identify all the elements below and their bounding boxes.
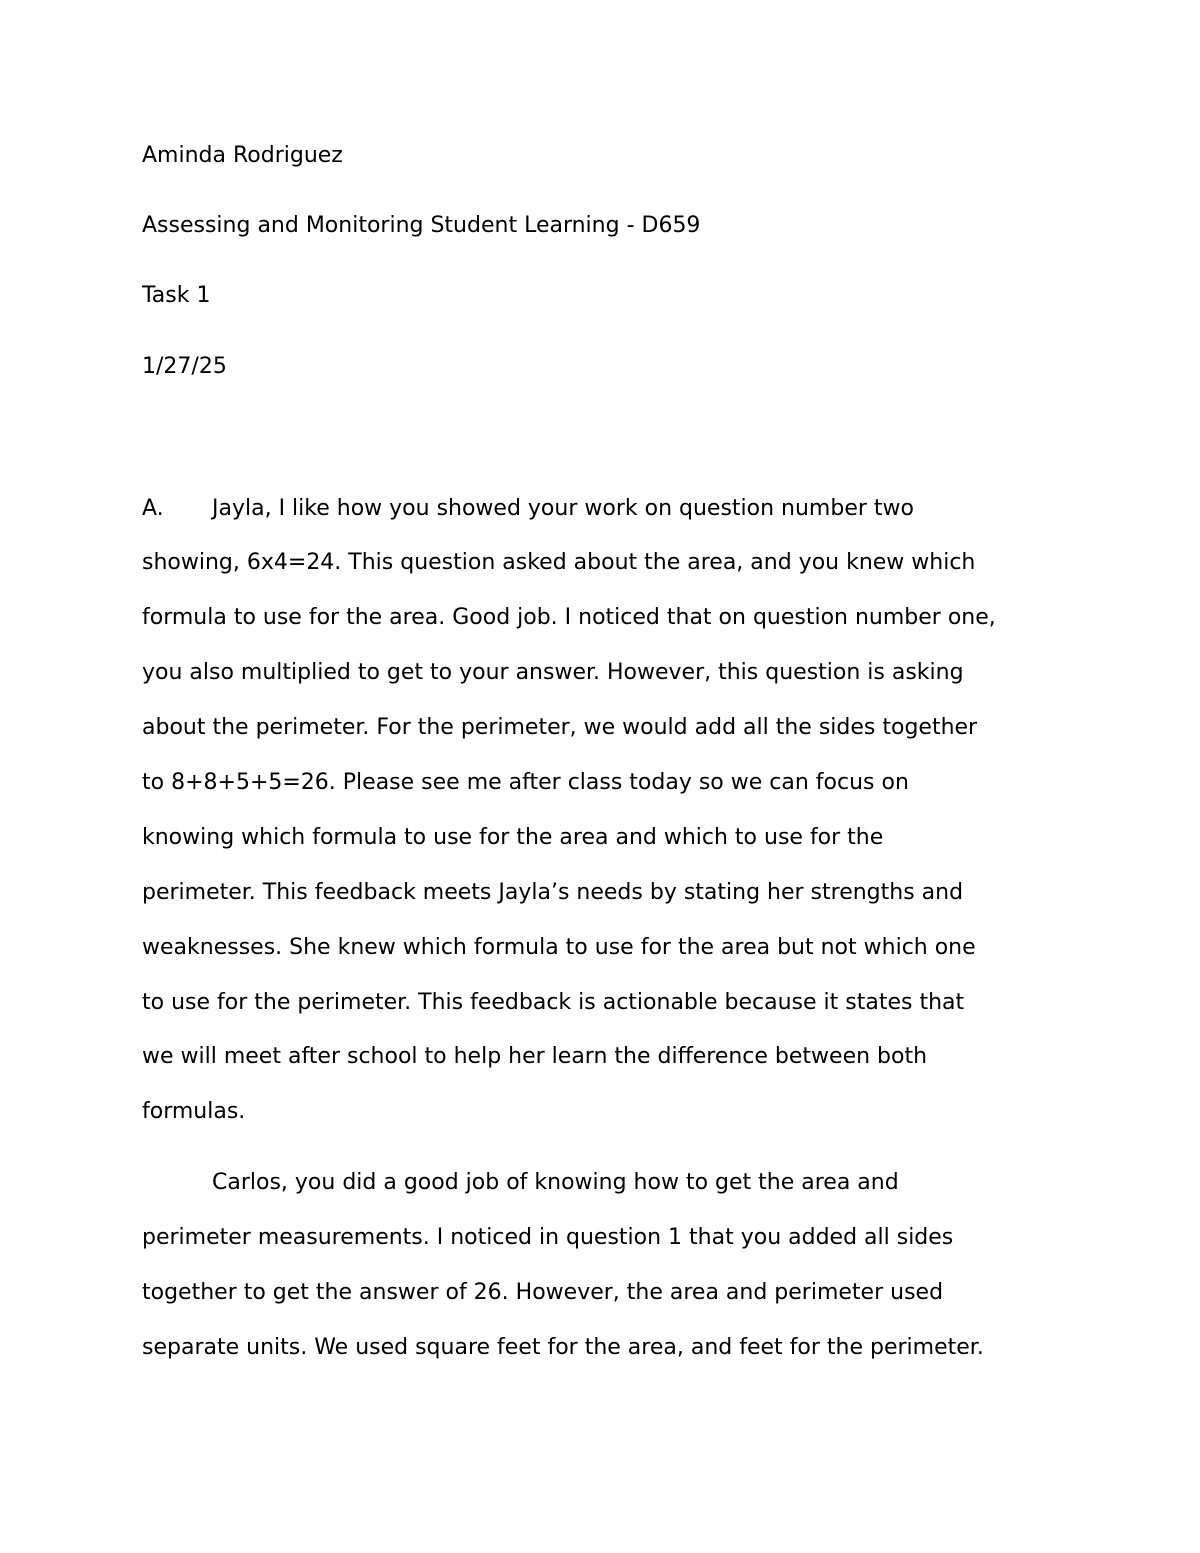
paragraph-line: formulas. bbox=[142, 1099, 246, 1124]
task-label: Task 1 bbox=[142, 283, 211, 308]
author-name: Aminda Rodriguez bbox=[142, 143, 343, 168]
paragraph-line: perimeter measurements. I noticed in question 1 that you added all sides bbox=[142, 1225, 954, 1250]
paragraph-line: to use for the perimeter. This feedback is actionable because it states that bbox=[142, 990, 965, 1015]
paragraph-line: to 8+8+5+5=26. Please see me after class today so we can focus on bbox=[142, 770, 909, 795]
paragraph-line: knowing which formula to use for the area and which to use for the bbox=[142, 825, 884, 850]
paragraph-line: we will meet after school to help her learn the difference between both bbox=[142, 1044, 928, 1069]
paragraph-line: formula to use for the area. Good job. I noticed that on question number one, bbox=[142, 605, 996, 630]
paragraph-line: weaknesses. She knew which formula to use for the area but not which one bbox=[142, 935, 976, 960]
paragraph-line: about the perimeter. For the perimeter, we would add all the sides together bbox=[142, 715, 978, 740]
section-marker: A. bbox=[142, 496, 164, 521]
paragraph-line: Carlos, you did a good job of knowing how to get the area and bbox=[212, 1170, 899, 1195]
paragraph-line: together to get the answer of 26. However, the area and perimeter used bbox=[142, 1280, 944, 1305]
paragraph-line: perimeter. This feedback meets Jayla’s needs by stating her strengths and bbox=[142, 880, 964, 905]
date: 1/27/25 bbox=[142, 354, 227, 379]
paragraph-line: Jayla, I like how you showed your work on question number two bbox=[212, 496, 914, 521]
course-title: Assessing and Monitoring Student Learning - D659 bbox=[142, 213, 701, 238]
paragraph-line: showing, 6x4=24. This question asked about the area, and you knew which bbox=[142, 550, 976, 575]
paragraph-line: separate units. We used square feet for the area, and feet for the perimeter. bbox=[142, 1335, 984, 1360]
paragraph-line: you also multiplied to get to your answer. However, this question is asking bbox=[142, 660, 964, 685]
